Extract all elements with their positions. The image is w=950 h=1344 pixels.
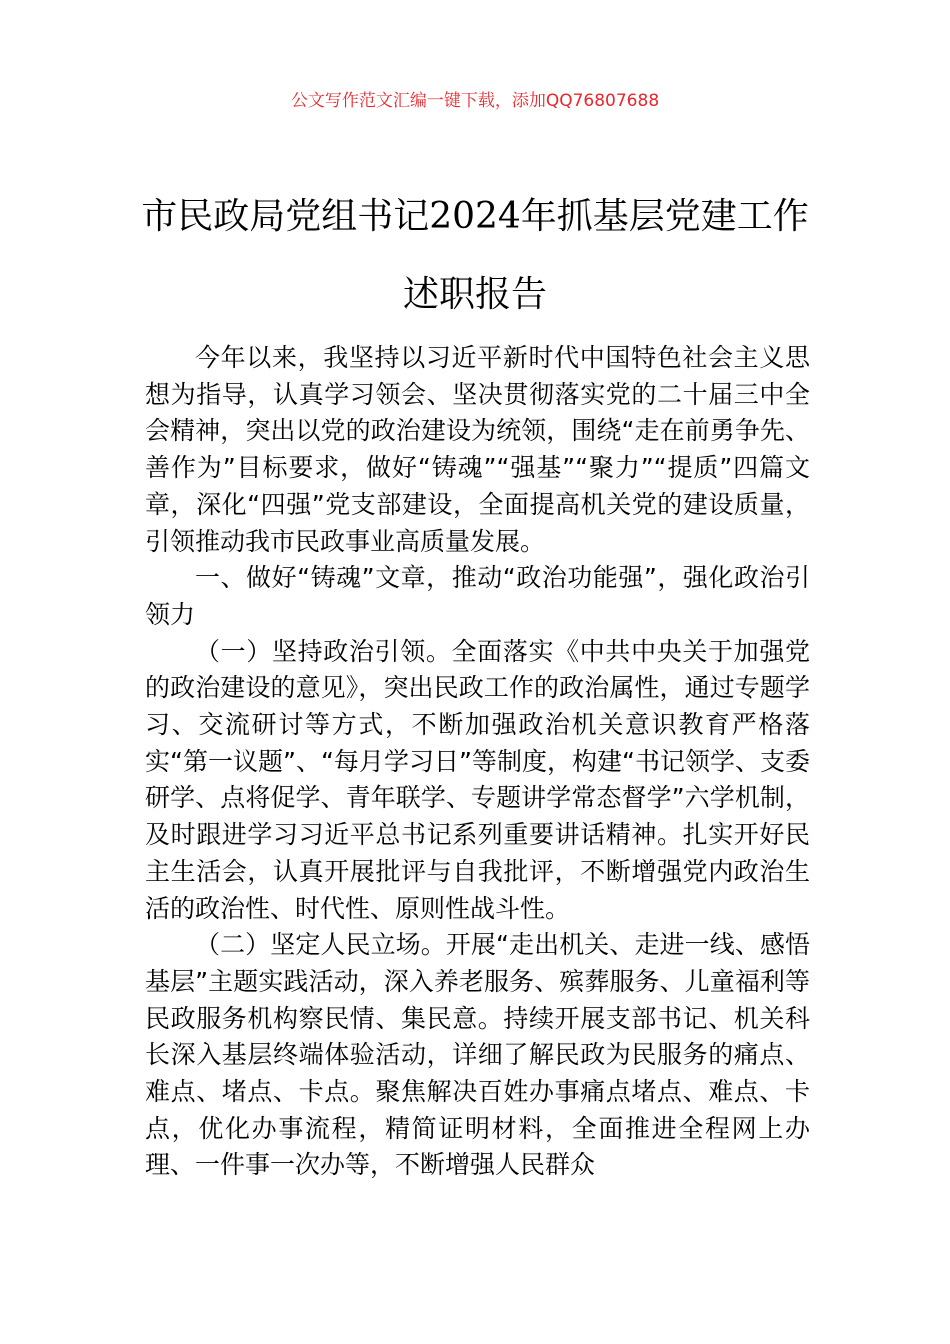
- title-line-1: 市民政局党组书记2024年抓基层党建工作: [141, 196, 809, 237]
- section-heading-1: 一、做好“铸魂”文章，推动“政治功能强”，强化政治引领力: [145, 563, 810, 629]
- download-note: 公文写作范文汇编一键下载，添加QQ76807688: [290, 91, 660, 111]
- document-title: [60, 178, 890, 334]
- subsection-paragraph-2: （二）坚定人民立场。开展“走出机关、走进一线、感悟基层”主题实践活动，深入养老服务、殡葬服务、儿童福利等民政服务机构察民情、集民意。持续开展支部书记、机关科长深入基层终端体验活动，详细了解民政为民服务的痛点、难点、堵点、卡点。聚焦解决百姓办事痛点堵点、难点、卡点，优化办事流程，精简证明材料，全面推进全程网上办理、一件事一次办等，不断增强人民群众: [145, 930, 810, 1180]
- title-line-2: 述职报告: [402, 274, 547, 315]
- document-body: [145, 340, 810, 1184]
- intro-paragraph: 今年以来，我坚持以习近平新时代中国特色社会主义思想为指导，认真学习领会、坚决贯彻落实党的二十届三中全会精神，突出以党的政治建设为统领，围绕“走在前勇争先、善作为”目标要求，做好“铸魂”“强基”“聚力”“提质”四篇文章，深化“四强”党支部建设，全面提高机关党的建设质量，引领推动我市民政事业高质量发展。: [145, 343, 810, 556]
- subsection-paragraph-1: （一）坚持政治引领。全面落实《中共中央关于加强党的政治建设的意见》，突出民政工作的政治属性，通过专题学习、交流研讨等方式，不断加强政治机关意识教育严格落实“第一议题”、“每月学习日”等制度，构建“书记领学、支委研学、点将促学、青年联学、专题讲学常态督学”六学机制，及时跟进学习习近平总书记系列重要讲话精神。扎实开好民主生活会，认真开展批评与自我批评，不断增强党内政治生活的政治性、时代性、原则性战斗性。: [145, 636, 810, 923]
